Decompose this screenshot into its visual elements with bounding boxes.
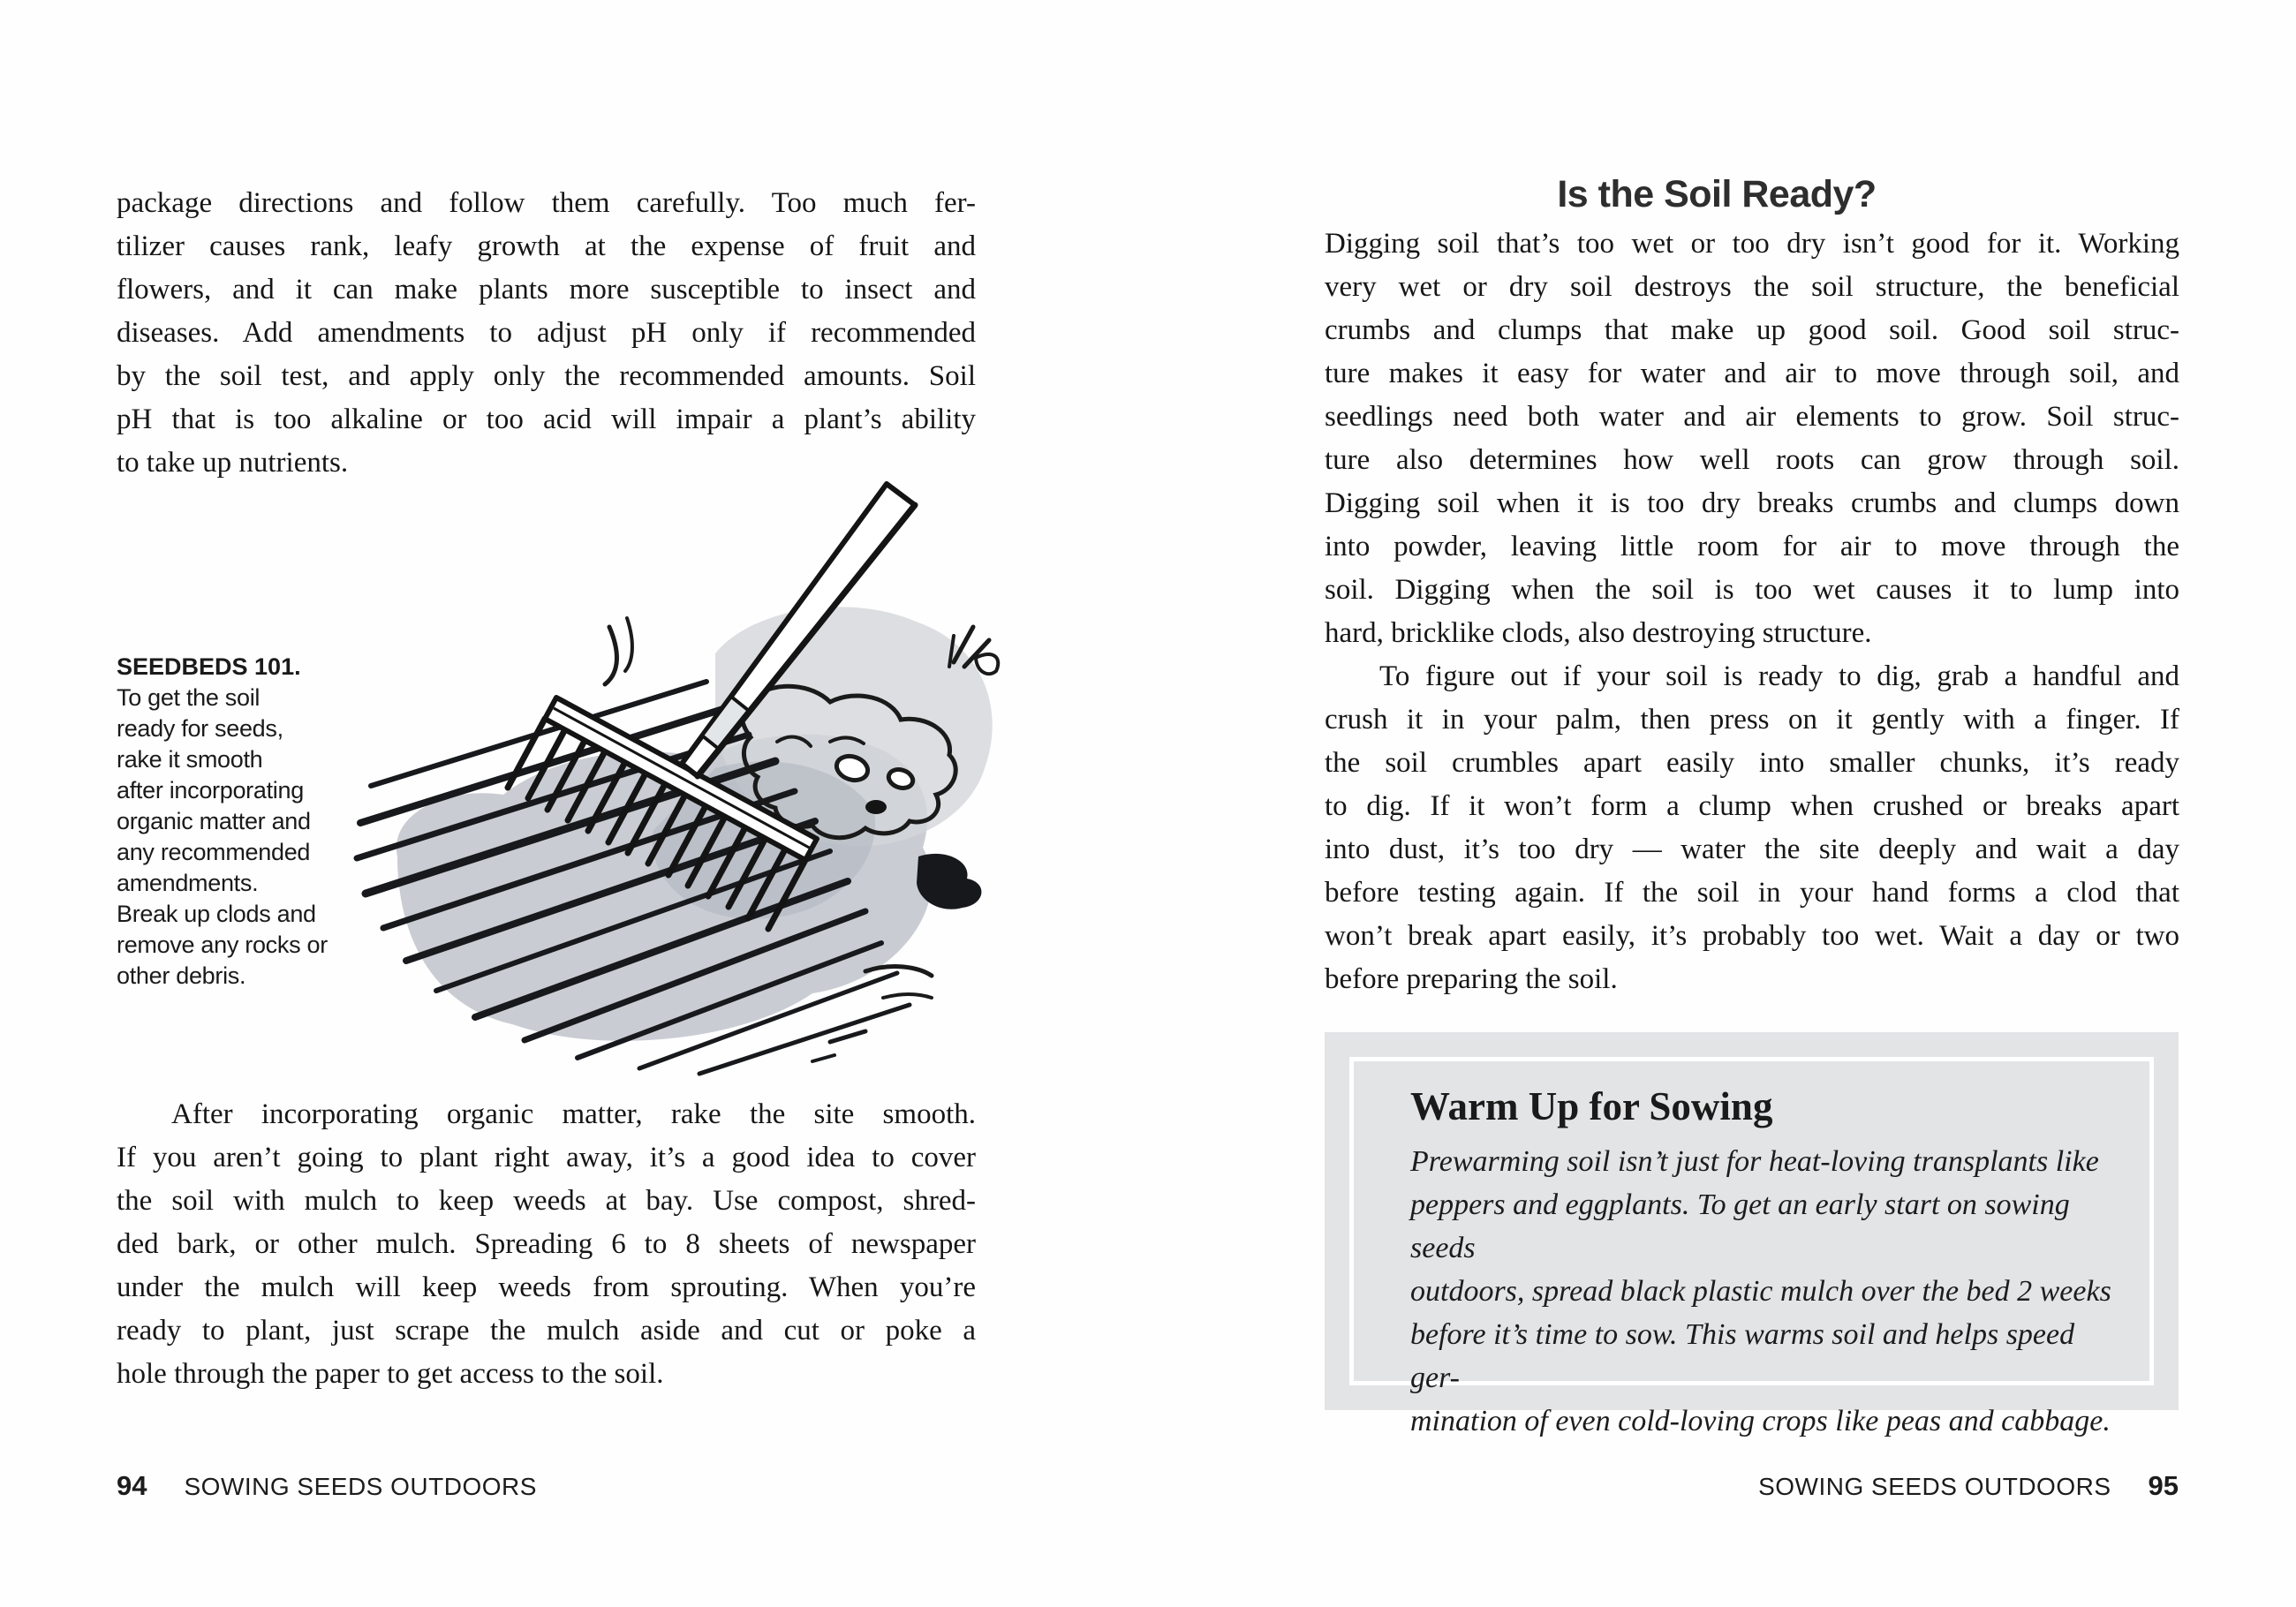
text-line: to take up nutrients.: [117, 447, 349, 479]
figure-caption: [117, 652, 364, 992]
text-line: remove any rocks or: [117, 932, 328, 958]
text-line: ready for seeds,: [117, 715, 283, 742]
text-line: won’t break apart easily, it’s probably too wet. Wait a day or two: [1325, 920, 2179, 952]
text-line: ture also determines how well roots can grow through soil.: [1325, 444, 2179, 476]
text-line: soil. Digging when the soil is too wet causes it to lump into: [1325, 574, 2179, 606]
text-line: ready to plant, just scrape the mulch aside and cut or poke a: [117, 1315, 976, 1347]
text-line: To get the soil: [117, 684, 261, 711]
right-page-body: [1325, 223, 2179, 1001]
text-line: Break up clods and: [117, 901, 316, 927]
text-line: before testing again. If the soil in your hand forms a clod that: [1325, 877, 2179, 909]
sidebar-box-content: [1410, 1082, 2127, 1443]
text-line: peppers and eggplants. To get an early start on sowing seeds: [1410, 1188, 2070, 1264]
right-page-paragraph-2: [1325, 655, 2179, 1001]
text-line: amendments.: [117, 870, 259, 896]
text-line: before preparing the soil.: [1325, 963, 1618, 995]
text-line: after incorporating: [117, 777, 304, 804]
sidebar-box-body: [1410, 1140, 2127, 1443]
text-line: package directions and follow them carefully. Too much fer-: [117, 187, 976, 219]
text-line: crumbs and clumps that make up good soil. Good soil struc-: [1325, 314, 2179, 346]
text-line: After incorporating organic matter, rake the site smooth.: [171, 1098, 976, 1130]
text-line: into powder, leaving little room for air to move through the: [1325, 531, 2179, 562]
sidebar-box-title: Warm Up for Sowing: [1410, 1084, 1773, 1128]
text-line: hole through the paper to get access to the soil.: [117, 1358, 664, 1390]
text-line: Prewarming soil isn’t just for heat-loving transplants like: [1410, 1145, 2099, 1178]
text-line: diseases. Add amendments to adjust pH only if recommended: [117, 317, 976, 349]
text-line: any recommended: [117, 839, 311, 865]
text-line: rake it smooth: [117, 746, 263, 773]
figure-caption-title: SEEDBEDS 101.: [117, 653, 301, 680]
figure-caption-body: [117, 683, 364, 992]
text-line: crush it in your palm, then press on it gently with a finger. If: [1325, 704, 2179, 736]
text-line: the soil with mulch to keep weeds at bay. Use compost, shred-: [117, 1185, 976, 1217]
text-line: into dust, it’s too dry — water the site deeply and wait a day: [1325, 834, 2179, 865]
left-running-footer: [117, 1471, 537, 1502]
text-line: to dig. If it won’t form a clump when crushed or breaks apart: [1325, 790, 2179, 822]
text-line: organic matter and: [117, 808, 311, 834]
text-line: under the mulch will keep weeds from sprouting. When you’re: [117, 1271, 976, 1303]
left-page-paragraph-1: [117, 182, 976, 485]
text-line: before it’s time to sow. This warms soil and helps speed ger-: [1410, 1318, 2075, 1394]
right-footer-section-title: SOWING SEEDS OUTDOORS: [1758, 1473, 2111, 1500]
text-line: the soil crumbles apart easily into smaller chunks, it’s ready: [1325, 747, 2179, 779]
text-line: To figure out if your soil is ready to dig, grab a handful and: [1379, 660, 2179, 692]
text-line: mination of even cold-loving crops like peas and cabbage.: [1410, 1405, 2111, 1437]
rake-illustration: [336, 477, 1024, 1077]
text-line: seedlings need both water and air elements to grow. Soil struc-: [1325, 401, 2179, 433]
right-running-footer: [1325, 1471, 2179, 1502]
text-line: outdoors, spread black plastic mulch over the bed 2 weeks: [1410, 1275, 2111, 1308]
text-line: hard, bricklike clods, also destroying structure.: [1325, 617, 1872, 649]
section-heading: Is the Soil Ready?: [1557, 173, 1877, 215]
sidebar-box: [1325, 1032, 2179, 1437]
left-page-number: 94: [117, 1470, 147, 1501]
text-line: Digging soil that’s too wet or too dry isn’t good for it. Working: [1325, 228, 2179, 260]
text-line: flowers, and it can make plants more susceptible to insect and: [117, 274, 976, 306]
left-footer-section-title: SOWING SEEDS OUTDOORS: [184, 1473, 537, 1500]
text-line: If you aren’t going to plant right away, it’s a good idea to cover: [117, 1142, 976, 1173]
text-line: other debris.: [117, 962, 246, 989]
text-line: very wet or dry soil destroys the soil structure, the beneficial: [1325, 271, 2179, 303]
text-line: ture makes it easy for water and air to move through soil, and: [1325, 358, 2179, 389]
text-line: ded bark, or other mulch. Spreading 6 to 8 sheets of newspaper: [117, 1228, 976, 1260]
text-line: by the soil test, and apply only the recommended amounts. Soil: [117, 360, 976, 392]
left-page-paragraph-2: [117, 1093, 976, 1396]
text-line: pH that is too alkaline or too acid will impair a plant’s ability: [117, 404, 976, 435]
right-page-paragraph-1: [1325, 223, 2179, 655]
right-page-number: 95: [2148, 1470, 2179, 1501]
text-line: tilizer causes rank, leafy growth at the expense of fruit and: [117, 230, 976, 262]
text-line: Digging soil when it is too dry breaks crumbs and clumps down: [1325, 487, 2179, 519]
